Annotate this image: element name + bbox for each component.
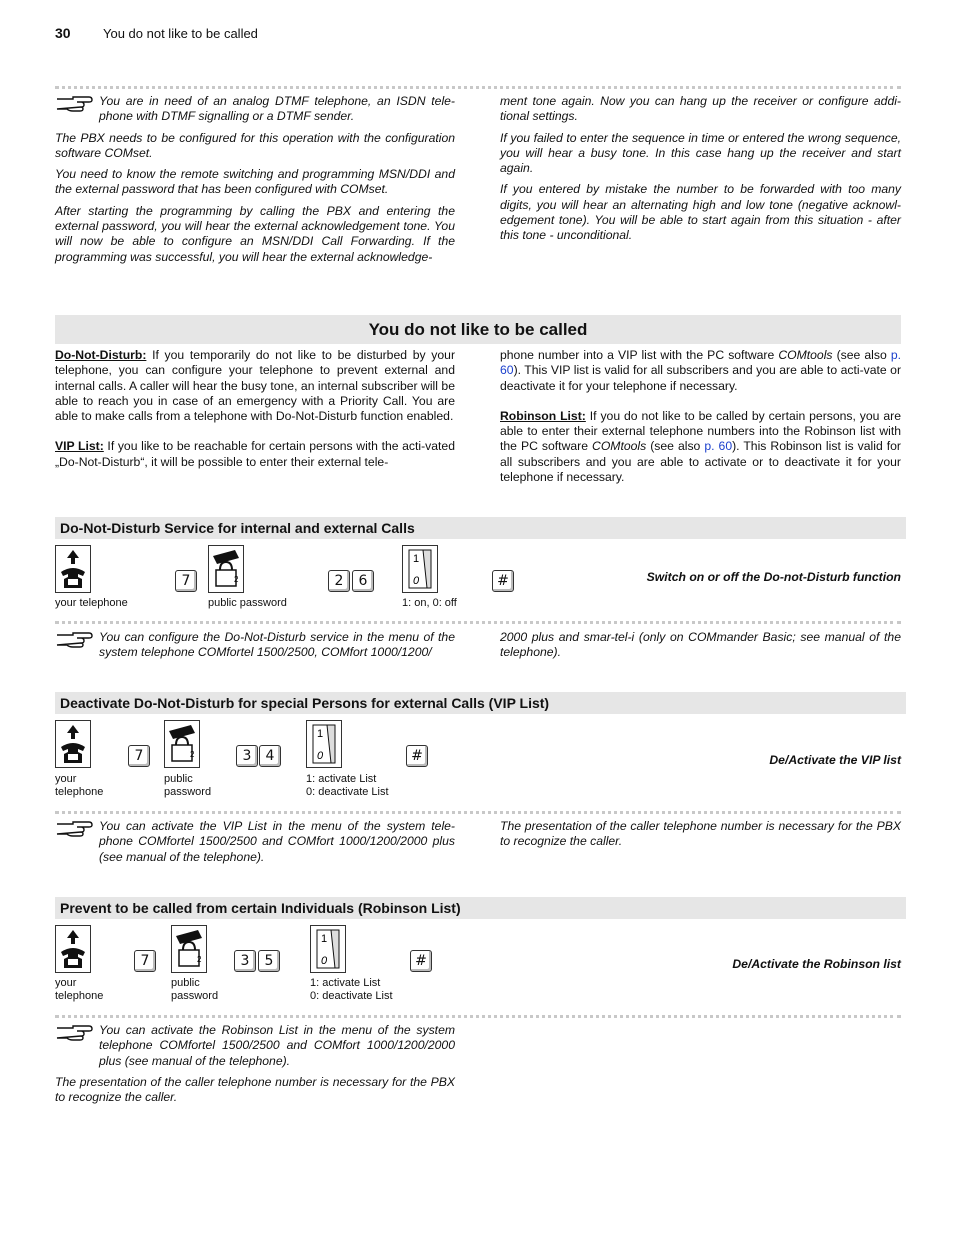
- password-lock-icon: [171, 925, 207, 973]
- dnd-term: Do-Not-Disturb:: [55, 348, 147, 362]
- svg-text:2: 2: [190, 750, 195, 759]
- password-lock-icon: [208, 545, 244, 593]
- svg-text:1: 1: [317, 728, 324, 740]
- key-6: 6: [352, 570, 374, 592]
- robinson-term: Robinson List:: [500, 408, 586, 423]
- key-4: 4: [259, 745, 281, 767]
- page-link[interactable]: p. 60: [704, 439, 733, 454]
- switch-icon: [402, 545, 438, 593]
- label-telephone: your telephone: [55, 597, 128, 609]
- svg-text:0: 0: [321, 955, 328, 967]
- key-7: 7: [128, 745, 150, 767]
- key-3: 3: [234, 950, 256, 972]
- dnd-subtitle: Do-Not-Disturb Service for internal and external Calls: [55, 517, 906, 539]
- top-note-left: You are in need of an analog DTMF telephone, an ISDN tele-phone with DTMF signalling or a DTMF sender. The PBX needs to be configured for this operation with the configuration software COMset. You need to know the remote switching and programming MSN/DDI and the external password that has been configured with COMset. After starting the programming by calling the PBX and entering the external password, you will hear the external acknowledgement tone. You will now be able to configure an MSN/DDI Call Forwarding. If the programming was successful, you will hear the external acknowledge-: [55, 94, 455, 264]
- dnd-action: Switch on or off the Do-not-Disturb function: [646, 570, 901, 584]
- pointing-hand-icon: [55, 630, 93, 650]
- pointing-hand-icon: [55, 819, 93, 839]
- section-right-column: phone number into a VIP list with the PC software COMtools (see also p. 60). This VIP list is valid for all subscribers and you are able to acti-vate or deactivate it for your telephone if necessary. Robinson List: If you do not like to be called by certain persons, you are able to enter their external telephone numbers into the Robinson list with the PC software COMtools (see also p. 60). This Robinson list is valid for all subscribers and you are able to activate or to deactivate it for your telephone if necessary.: [500, 348, 901, 485]
- key-7: 7: [134, 950, 156, 972]
- svg-text:2: 2: [197, 955, 202, 964]
- page-number: 30: [55, 25, 71, 41]
- vip-subtitle: Deactivate Do-Not-Disturb for special Persons for external Calls (VIP List): [55, 692, 906, 714]
- page-link[interactable]: p. 60: [500, 348, 901, 378]
- label-password: public password: [208, 597, 287, 609]
- vip-note-left: You can activate the VIP List in the menu of the system tele-phone COMfortel 1500/2500 and COMfort 1000/1200/2000 plus (see manual of the telephone).: [55, 819, 455, 871]
- robinson-note: You can activate the Robinson List in the menu of the system telephone COMfortel 1500/2500 and COMfort 1000/1200/2000 plus (see manual of the telephone). The presentation of the caller telephone number is necessary for the PBX to recognize the caller.: [55, 1023, 455, 1105]
- pointing-hand-icon: [55, 94, 93, 114]
- svg-text:0: 0: [413, 575, 420, 587]
- section-left-column: Do-Not-Disturb: If you temporarily do not like to be disturbed by your telephone, you can configure your telephone to prevent external and internal calls. A caller will hear the busy tone, an internal subscriber will be able to reach you in case of an emergency with a Priority Call. You are able to make calls from a telephone with Do-Not-Disturb function enabled. VIP List: If you like to be reachable for certain persons with the acti-vated „Do-Not-Disturb“, it will be possible to enter their external tele-: [55, 348, 455, 469]
- dnd-note-left: You can configure the Do-Not-Disturb service in the menu of the system telephone COMfortel 1500/2500, COMfort 1000/1200/: [55, 630, 455, 667]
- vip-term: VIP List:: [55, 439, 104, 454]
- key-hash: #: [406, 745, 428, 767]
- key-hash: #: [410, 950, 432, 972]
- vip-note-right: The presentation of the caller telephone number is necessary for the PBX to recognize the caller.: [500, 819, 901, 849]
- top-note-right: ment tone again. Now you can hang up the receiver or configure addi-tional settings. If you failed to enter the sequence in time or entered the wrong sequence, you will hear a busy tone. In this case hang up the receiver and start again. If you entered by mistake the number to be forwarded with too many digits, you will hear an alternating high and low tone (negative acknowl-edgement tone). You will be able to start again from this situation - after this tone - unconditional.: [500, 94, 901, 243]
- label-password: public password: [171, 977, 219, 1002]
- dotted-divider: [55, 621, 901, 624]
- section-title: You do not like to be called: [55, 315, 901, 344]
- label-telephone: your telephone: [55, 977, 104, 1002]
- dotted-divider: [55, 811, 901, 814]
- svg-text:0: 0: [317, 750, 324, 762]
- label-switch: 1: activate List 0: deactivate List: [310, 977, 393, 1002]
- password-lock-icon: [164, 720, 200, 768]
- dotted-divider: [55, 1015, 901, 1018]
- key-3: 3: [236, 745, 258, 767]
- dotted-divider: [55, 86, 901, 89]
- telephone-icon: [55, 925, 91, 973]
- running-header: You do not like to be called: [103, 26, 258, 41]
- dnd-note-right: 2000 plus and smar-tel-i (only on COMmander Basic; see manual of the telephone).: [500, 630, 901, 660]
- robinson-subtitle: Prevent to be called from certain Individuals (Robinson List): [55, 897, 906, 919]
- svg-text:2: 2: [234, 575, 239, 584]
- switch-icon: [310, 925, 346, 973]
- svg-text:1: 1: [321, 933, 328, 945]
- switch-icon: [306, 720, 342, 768]
- svg-text:1: 1: [413, 553, 420, 565]
- key-hash: #: [492, 570, 514, 592]
- key-7: 7: [175, 570, 197, 592]
- key-5: 5: [258, 950, 280, 972]
- label-password: public password: [164, 773, 212, 798]
- label-switch: 1: on, 0: off: [402, 597, 457, 609]
- pointing-hand-icon: [55, 1023, 93, 1043]
- telephone-icon: [55, 545, 91, 593]
- label-switch: 1: activate List 0: deactivate List: [306, 773, 389, 798]
- label-telephone: your telephone: [55, 773, 104, 798]
- telephone-icon: [55, 720, 91, 768]
- vip-action: De/Activate the VIP list: [769, 753, 901, 767]
- key-2: 2: [328, 570, 350, 592]
- robinson-action: De/Activate the Robinson list: [732, 957, 901, 971]
